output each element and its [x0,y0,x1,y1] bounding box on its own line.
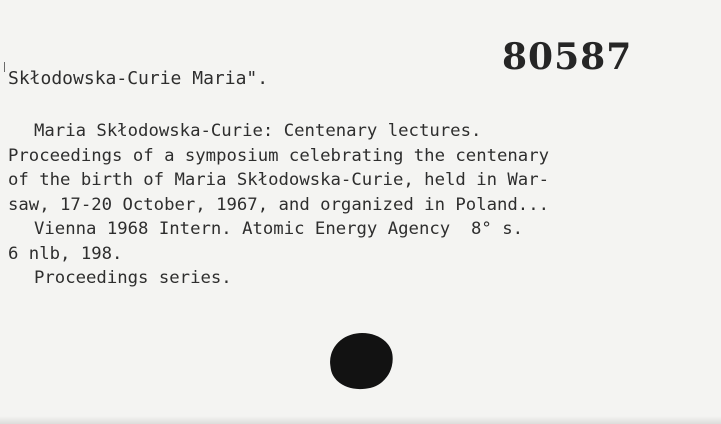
description-line: Proceedings of a symposium celebrating the centenary [8,145,550,166]
call-number: 80587 [502,36,633,78]
description-line: saw, 17-20 October, 1967, and organized in Poland... [8,194,550,215]
title-line: Maria Skłodowska-Curie: Centenary lectures. [34,121,482,141]
punch-hole [326,329,396,393]
margin-tick-mark [4,62,5,72]
imprint-line: Vienna 1968 Intern. Atomic Energy Agency 8° s. [34,219,523,239]
collation-line: 6 nlb, 198. [8,243,123,264]
description-line: of the birth of Maria Skłodowska-Curie, held in War- [8,170,550,190]
author-heading: Skłodowska-Curie Maria". [8,68,269,89]
bibliographic-description [8,119,549,291]
card-bottom-edge [0,416,721,424]
series-line: Proceedings series. [34,268,232,288]
